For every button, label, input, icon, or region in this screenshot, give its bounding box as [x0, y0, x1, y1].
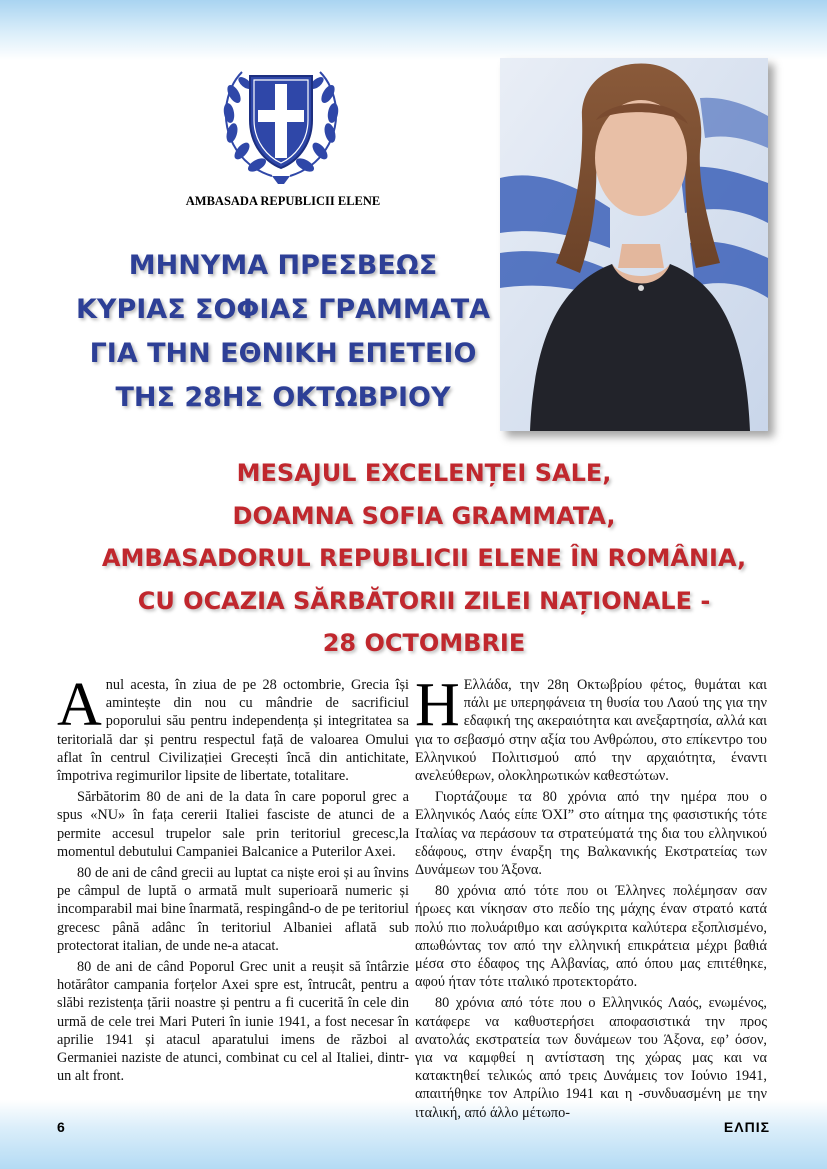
- romanian-title-line: MESAJUL EXCELENȚEI SALE,: [236, 459, 612, 487]
- greek-title-line: ΚΥΡΙΑΣ ΣΟΦΙΑΣ ΓΡΑΜΜΑΤΑ: [75, 294, 491, 325]
- paragraph-text: nul acesta, în ziua de pe 28 octombrie, Grecia își amintește din nou cu mândrie de sacrificiul poporului său pentru independența și integritatea sa teritorială dar și pentru respectul față de valoarea Omului aflat în centrul Civilizației Grecești încă din antichitate, împotriva regimurilor lipsite de libertate, totalitare.: [57, 677, 409, 785]
- romanian-title-line: AMBASADORUL REPUBLICII ELENE ÎN ROMÂNIA,: [101, 544, 747, 572]
- ambassador-portrait-photo: [500, 58, 768, 431]
- magazine-name: ΕΛΠΙΣ: [723, 1119, 770, 1135]
- romanian-title-line: 28 OCTOMBRIE: [322, 629, 526, 657]
- greek-title-line: ΤΗΣ 28ΗΣ ΟΚΤΩΒΡΙΟΥ: [115, 382, 451, 413]
- dropcap: A: [57, 671, 102, 739]
- greek-text-column: [415, 671, 767, 1125]
- romanian-title-line: DOAMNA SOFIA GRAMMATA,: [232, 501, 616, 530]
- greek-title: [40, 244, 526, 420]
- paragraph: Sărbătorim 80 de ani de la data în care poporul grec a spus «NU» în fața cererii Italiei fasciste de atunci de a permite accesul trupelor sale prin teritoriul grecesc,la momentul debutului Campaniei Balcanice a Puterilor Axei.: [57, 789, 409, 860]
- paragraph: 80 de ani de când Poporul Grec unit a reușit să întârzie hotărâtor campania forțelor Axei spre est, întrucât, pentru a slăbi rezistența țării noastre și pentru a fi cucerită în cele din urmă de cele trei Mari Puteri în iunie 1941, a fost necesar în aprilie 1941 și atacul aparatului imens de război al Germaniei naziste de atunci, combinat cu cel al Italiei, dintr-un alt front.: [57, 959, 409, 1085]
- romanian-title: [60, 452, 788, 665]
- page-number: 6: [57, 1119, 65, 1135]
- romanian-text-column: [57, 671, 409, 1088]
- paragraph-text: Ελλάδα, την 28η Οκτωβρίου φέτος, θυμάται και πάλι με υπερηφάνεια τη θυσία του Λαού της για την εδαφική της ακεραιότητα και ανεξαρτησία, αλλά και για το σεβασμό στην αξία του Ανθρώπου, στο επίκεντρο του Ελληνικού Πολιτισμού από την αρχαιότητα, έναντι ανελεύθερων, ολοκληρωτικών καθεστώτων.: [415, 677, 767, 785]
- embassy-name: AMBASADA REPUBLICII ELENE: [185, 194, 381, 208]
- top-gradient-band: [0, 0, 827, 60]
- greek-title-line: ΓΙΑ ΤΗΝ ΕΘΝΙΚΗ ΕΠΕΤΕΙΟ: [89, 338, 477, 369]
- greek-title-line: ΜΗΝΥΜΑ ΠΡΕΣΒΕΩΣ: [128, 250, 438, 281]
- paragraph: [415, 671, 767, 785]
- paragraph: 80 χρόνια από τότε που οι Έλληνες πολέμησαν σαν ήρωες και νίκησαν στο πεδίο της μάχης έναν στρατό κατά πολύ πιο πολυάριθμο και ασύγκριτα καλύτερα εξοπλισμένο, απωθώντας τον από την ελληνική επικράτεια μέχρι βαθιά μέσα στο έδαφος της Αλβανίας, από όπου μας επιτέθηκε, αφού ήταν τότε ιταλικό προτεκτοράτο.: [415, 883, 767, 991]
- paragraph: 80 χρόνια από τότε που ο Ελληνικός Λαός, ενωμένος, κατάφερε να καθυστερήσει αποφασιστικά την προς ανατολάς εκστρατεία των δυνάμεων του Άξονα, εφ’ όσον, για να καμφθεί η αντίσταση της χώρας μας και να κατακτηθεί τελικώς από τρεις Δυνάμεις τον Ιούνιο 1941, απαιτήθηκε τον Απρίλιο 1941 και η -συνδυασμένη με την ιταλική, από άλλο μέτωπο-: [415, 995, 767, 1121]
- dropcap: Η: [415, 671, 460, 739]
- romanian-title-line: CU OCAZIA SĂRBĂTORII ZILEI NAȚIONALE -: [137, 586, 711, 615]
- paragraph: 80 de ani de când grecii au luptat ca niște eroi și au învins pe câmpul de luptă o armată mult superioară numeric și incomparabil mai bine înarmată, respingând-o de pe teritoriul grecesc până adânc în teritoriul Albaniei aflată sub protectorat italian, de unde ne-a atacat.: [57, 865, 409, 954]
- greek-coat-of-arms-icon: [212, 58, 350, 190]
- paragraph: Γιορτάζουμε τα 80 χρόνια από την ημέρα που ο Ελληνικός Λαός είπε ΌΧΙ” στο αίτημα της φασιστικής τότε Ιταλίας να περάσουν τα στρατεύματά της δια του ελληνικού εδάφους, στην έναρξη της Βαλκανικής Εκστρατείας των Δυνάμεων του Άξονα.: [415, 789, 767, 879]
- paragraph: [57, 671, 409, 785]
